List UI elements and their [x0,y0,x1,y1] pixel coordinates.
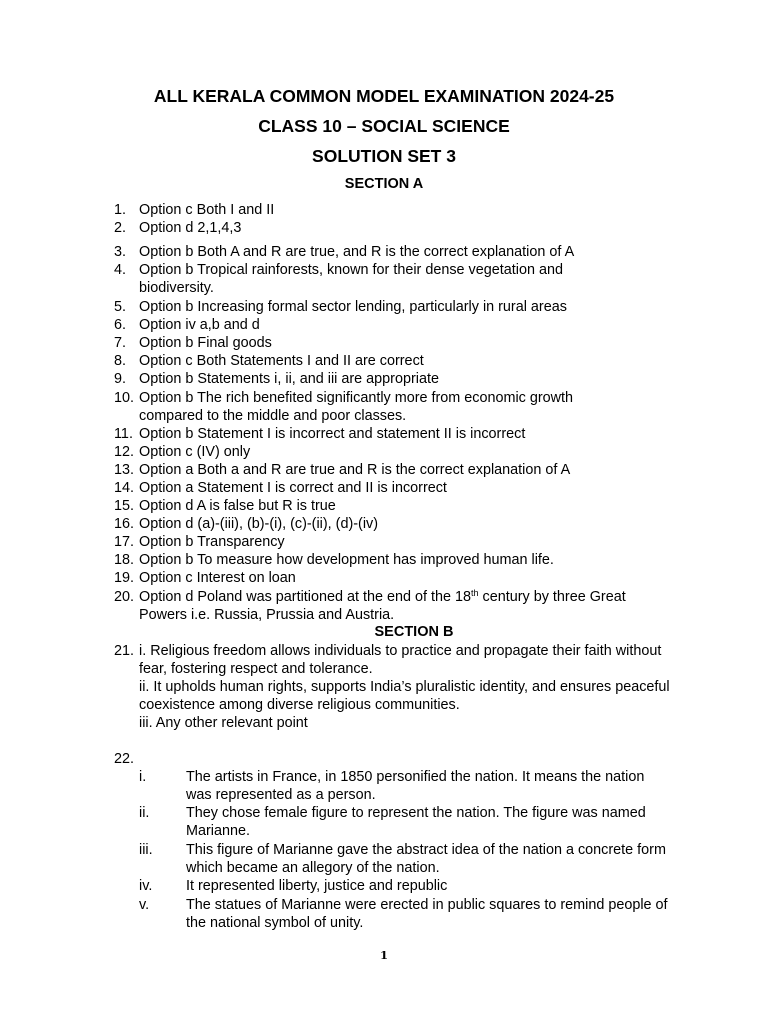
roman-numeral: iii. [139,842,153,858]
page-number: 1 [379,948,388,962]
answer-item [114,497,674,515]
answer-item [114,551,674,569]
solution-set-title: SOLUTION SET 3 [312,146,456,166]
answer-item [114,425,674,443]
answer-item [114,219,674,237]
answer-text: Option c Interest on loan [139,570,296,586]
answer-text: Option c (IV) only [139,444,251,460]
answer-item [114,515,674,533]
answer-number: 9. [114,371,127,387]
answer-text [139,588,674,624]
answer-number: 19. [114,570,135,586]
roman-numeral: v. [139,897,150,913]
answer-item [114,201,674,219]
roman-numeral: iv. [139,878,153,894]
answer-number: 8. [114,353,127,369]
answer-text: Option b The rich benefited significantly more from economic growth compared to the middle and poor classes. [139,390,574,424]
answer-text: Option c Both Statements I and II are correct [139,353,424,369]
answer-text: Option a Statement I is correct and II is incorrect [139,480,447,496]
roman-item-text: The artists in France, in 1850 personified the nation. It means the nation was represented as a person. [186,769,645,803]
answer-text: Option c Both I and II [139,202,275,218]
answer-number-22: 22. [114,751,135,767]
roman-list-item [139,804,669,840]
section-a-heading: SECTION A [344,176,424,192]
answer-text: Option a Both a and R are true and R is the correct explanation of A [139,462,571,478]
section-b-heading: SECTION B [374,624,454,640]
answer-paragraph: i. Religious freedom allows individuals to practice and propagate their faith without fear, fostering respect and tolerance. [139,643,662,677]
answer-item [114,316,674,334]
answer-paragraph: ii. It upholds human rights, supports India’s pluralistic identity, and ensures peaceful coexistence among diverse religious communities. [139,679,670,713]
answer-item [114,334,674,352]
answer-text: Option b To measure how development has improved human life. [139,552,554,568]
answer-text: Option d 2,1,4,3 [139,220,242,236]
answer-number: 4. [114,262,127,278]
answer-item [114,243,674,261]
answer-number: 12. [114,444,135,460]
answer-number: 7. [114,335,127,351]
roman-item-text: This figure of Marianne gave the abstract idea of the nation a concrete form which became an allegory of the nation. [186,842,666,876]
answer-number: 6. [114,317,127,333]
answer-text: Option d A is false but R is true [139,498,336,514]
roman-numeral: ii. [139,805,150,821]
answer-number: 18. [114,552,135,568]
answer-paragraph: iii. Any other relevant point [139,715,308,731]
answer-number: 1. [114,202,127,218]
answer-number: 14. [114,480,135,496]
answer-item [114,389,624,425]
answer-item [114,479,674,497]
answer-number: 21. [114,643,135,659]
answer-text-part: Option d Poland was partitioned at the end of the 18 [139,589,472,605]
exam-title: ALL KERALA COMMON MODEL EXAMINATION 2024-25 [153,86,615,106]
answer-text: Option b Transparency [139,534,285,550]
answer-item [114,569,674,587]
roman-list-item [139,768,669,804]
answer-number: 13. [114,462,135,478]
answer-number: 16. [114,516,135,532]
roman-list-item [139,877,669,895]
answer-number: 2. [114,220,127,236]
answer-text: Option iv a,b and d [139,317,260,333]
roman-list-item [139,841,669,877]
roman-numeral: i. [139,769,147,785]
answer-item [114,533,674,551]
answer-text-part: century by three Great Powers i.e. Russia, Prussia and Austria. [139,589,626,623]
answer-number: 5. [114,299,127,315]
answer-number: 15. [114,498,135,514]
answer-item [114,261,634,297]
answer-number: 3. [114,244,127,260]
answer-item [114,461,674,479]
answer-item [114,588,674,624]
answer-text: Option b Increasing formal sector lending, particularly in rural areas [139,299,567,315]
answer-text: Option b Final goods [139,335,272,351]
roman-list-item [139,896,669,932]
answer-text: Option b Statement I is incorrect and statement II is incorrect [139,426,526,442]
roman-item-text: It represented liberty, justice and republic [186,878,448,894]
answer-item [114,443,674,461]
answer-item [114,370,674,388]
answer-text: Option b Tropical rainforests, known for their dense vegetation and biodiversity. [139,262,563,296]
answer-number: 11. [114,426,133,442]
answer-number: 10. [114,390,135,406]
ordinal-superscript: th [471,588,479,598]
answer-item [114,298,674,316]
answer-item [114,352,674,370]
answer-item-21 [114,642,674,732]
answer-number: 20. [114,589,135,605]
answer-text: Option d (a)-(iii), (b)-(i), (c)-(ii), (d)-(iv) [139,516,379,532]
roman-item-text: They chose female figure to represent the nation. The figure was named Marianne. [186,805,646,839]
class-subject-title: CLASS 10 – SOCIAL SCIENCE [258,116,510,136]
answer-text: Option b Both A and R are true, and R is the correct explanation of A [139,244,575,260]
answer-text: Option b Statements i, ii, and iii are appropriate [139,371,439,387]
roman-item-text: The statues of Marianne were erected in public squares to remind people of the national symbol of unity. [186,897,668,931]
answer-number: 17. [114,534,135,550]
